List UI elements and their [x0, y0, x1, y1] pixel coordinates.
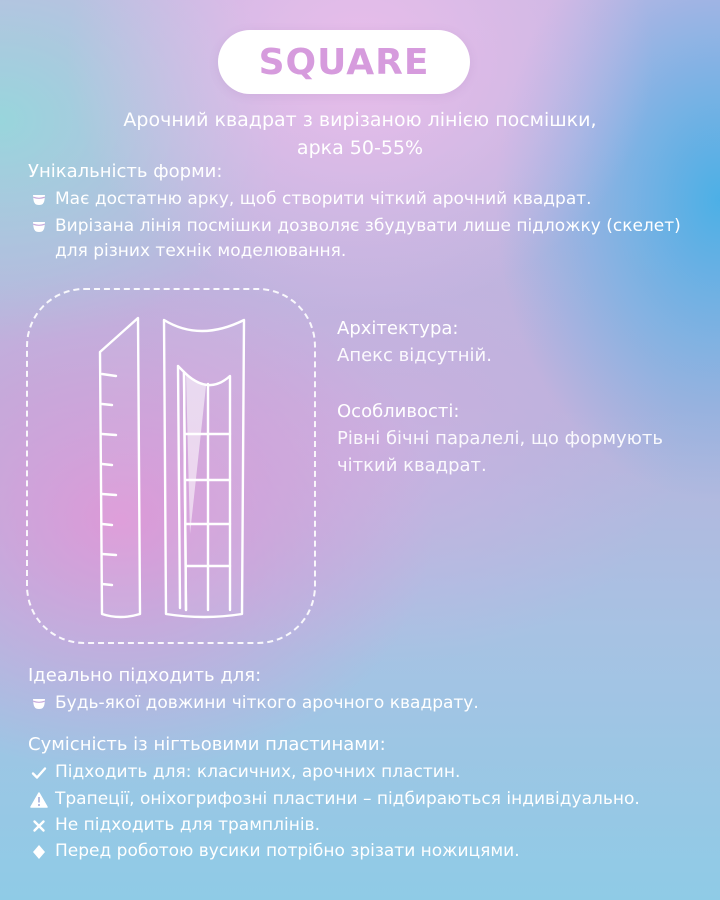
architecture-title: Архітектура: [337, 318, 459, 339]
diamond-icon [28, 839, 50, 864]
nail-icon [28, 691, 50, 716]
architecture-text: Апекс відсутній. [337, 345, 492, 366]
cross-icon [28, 813, 50, 838]
uniqueness-item-2: Вирізана лінія посмішки дозволяє збудувати лише підложку (скелет) для різних технік моделювання. [55, 216, 681, 261]
nail-tip-illustration [90, 314, 250, 624]
subtitle-line-1: Арочний квадрат з вирізаною лінією посмішки, [123, 109, 597, 131]
nail-icon [28, 187, 50, 212]
features-text: Рівні бічні паралелі, що формують чіткий квадрат. [337, 428, 663, 476]
warning-icon [28, 787, 50, 812]
nail-icon [28, 214, 50, 239]
page-title: SQUARE [258, 41, 430, 83]
subtitle-line-2: арка 50-55% [296, 137, 424, 159]
ideal-item-1: Будь-якої довжини чіткого арочного квадрату. [55, 693, 479, 713]
compatibility-item-3: Не підходить для трамплінів. [55, 815, 320, 835]
check-icon [28, 760, 50, 785]
uniqueness-title: Унікальність форми: [28, 161, 223, 182]
list-item [28, 787, 698, 812]
list-item [28, 691, 698, 716]
ideal-title: Ідеально підходить для: [28, 665, 262, 686]
list-item [28, 214, 698, 264]
list-item [28, 839, 698, 864]
list-item [28, 760, 698, 785]
compatibility-item-1: Підходить для: класичних, арочних пластин. [55, 762, 461, 782]
list-item [28, 187, 698, 212]
uniqueness-item-1: Має достатню арку, щоб створити чіткий арочний квадрат. [55, 189, 592, 209]
compatibility-item-2: Трапеції, оніхогрифозні пластини – підбираються індивідуально. [55, 789, 640, 809]
compatibility-item-4: Перед роботою вусики потрібно зрізати ножицями. [55, 841, 520, 861]
features-title: Особливості: [337, 401, 460, 422]
title-badge [218, 30, 470, 94]
compatibility-title: Сумісність із нігтьовими пластинами: [28, 734, 386, 755]
subtitle [60, 106, 660, 162]
list-item [28, 813, 698, 838]
